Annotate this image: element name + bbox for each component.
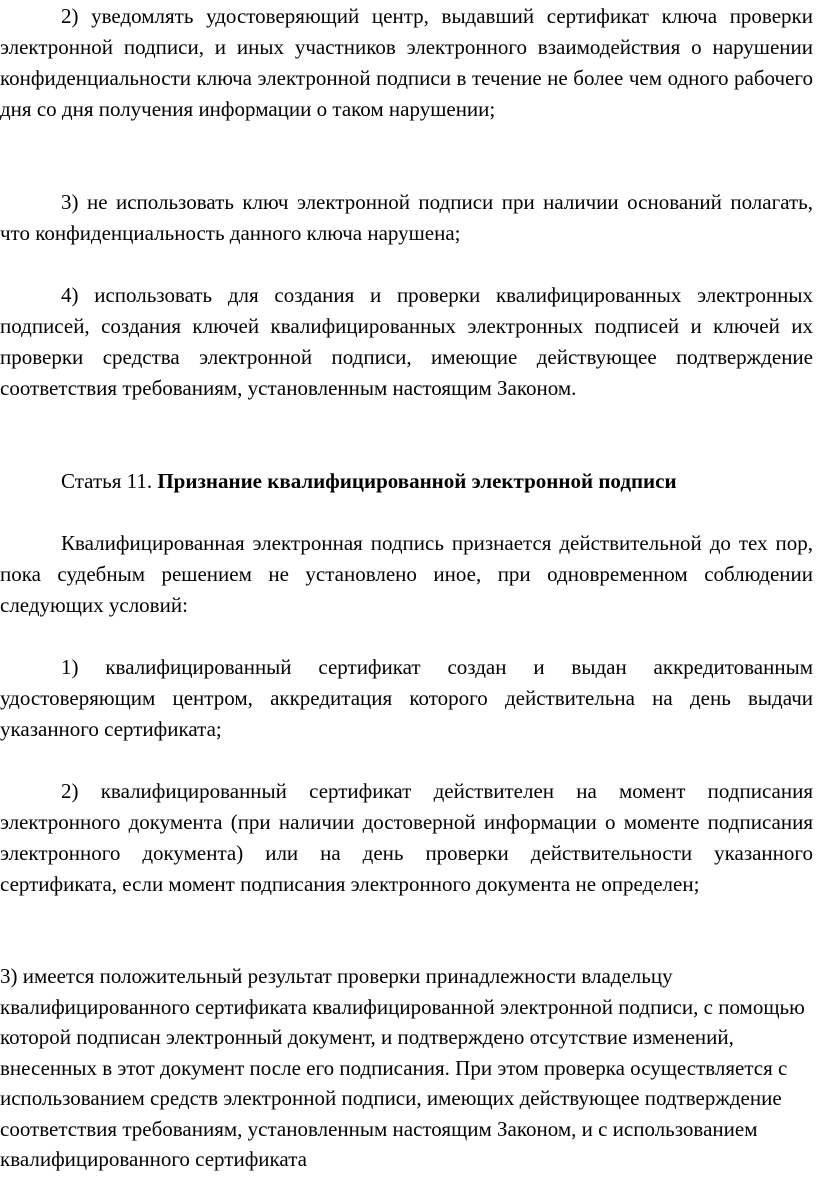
paragraph-notify-center: 2) уведомлять удостоверяющий центр, выдавший сертификат ключа проверки электронной подписи, и иных участников электронного взаимодействия о нарушении конфиденциальности ключа электронной подписи в течение не более чем одного рабочего дня со дня получения информации о таком нарушении; [0, 4, 813, 121]
paragraph-condition-1: 1) квалифицированный сертификат создан и выдан аккредитованным удостоверяющим центром, аккредитация которого действительна на день выдачи указанного сертификата; [0, 655, 813, 741]
paragraph-do-not-use-key: 3) не использовать ключ электронной подписи при наличии оснований полагать, что конфиденциальность данного ключа нарушена; [0, 190, 813, 245]
paragraph-signature-valid: Квалифицированная электронная подпись признается действительной до тех пор, пока судебным решением не установлено иное, при одновременном соблюдении следующих условий: [0, 531, 813, 617]
paragraph-use-certified-tools: 4) использовать для создания и проверки квалифицированных электронных подписей, создания ключей квалифицированных электронных подписей и ключей их проверки средства электронной подписи, имеющие действующее подтверждение соответствия требованиям, установленным настоящим Законом. [0, 283, 813, 400]
article-prefix: Статья 11. [61, 469, 158, 493]
article-title: Признание квалифицированной электронной подписи [157, 469, 677, 493]
article-heading [0, 466, 813, 497]
paragraph-condition-3: 3) имеется положительный результат проверки принадлежности владельцу квалифицированного сертификата квалифицированной электронной подписи, с помощью которой подписан электронный документ, и подтверждено отсутствие изменений, внесенных в этот документ после его подписания. При этом проверка осуществляется с использованием средств электронной подписи, имеющих действующее подтверждение соответствия требованиям, установленным настоящим Законом, и с использованием квалифицированного сертификата [0, 964, 805, 1171]
paragraph-condition-2: 2) квалифицированный сертификат действителен на момент подписания электронного документа (при наличии достоверной информации о моменте подписания электронного документа) или на день проверки действительности указанного сертификата, если момент подписания электронного документа не определен; [0, 779, 813, 896]
